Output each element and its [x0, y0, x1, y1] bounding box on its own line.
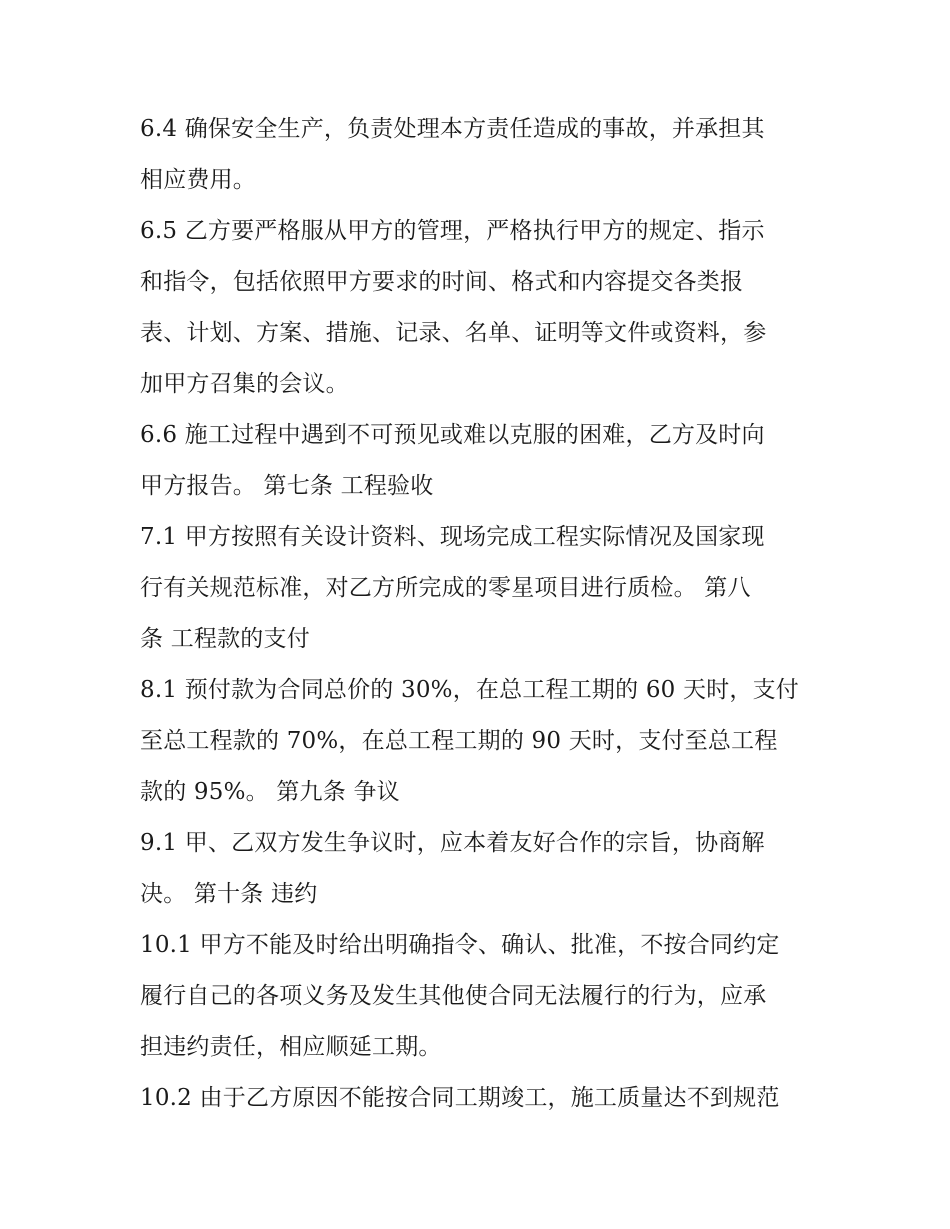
text-line: 表、计划、方案、措施、记录、名单、证明等文件或资料，参 — [140, 320, 767, 346]
text-line: 相应费用。 — [140, 167, 256, 193]
clause-6-5 — [140, 206, 820, 410]
text-line: 行有关规范标准，对乙方所完成的零星项目进行质检。 第八 — [140, 575, 751, 601]
clause-6-6 — [140, 410, 820, 512]
text-line: 甲方报告。 第七条 工程验收 — [140, 473, 434, 499]
clause-10-2 — [140, 1073, 820, 1124]
clause-10-1 — [140, 920, 820, 1073]
text-line: 加甲方召集的会议。 — [140, 371, 349, 397]
document-body — [140, 104, 820, 1124]
text-line: 6.6 施工过程中遇到不可预见或难以克服的困难，乙方及时向 — [140, 422, 765, 448]
text-line: 决。 第十条 违约 — [140, 881, 318, 907]
text-line: 9.1 甲、乙双方发生争议时，应本着友好合作的宗旨，协商解 — [140, 830, 765, 856]
text-line: 至总工程款的 70%，在总工程工期的 90 天时，支付至总工程 — [140, 728, 778, 754]
text-line: 款的 95%。 第九条 争议 — [140, 779, 400, 805]
text-line: 6.4 确保安全生产，负责处理本方责任造成的事故，并承担其 — [140, 116, 765, 142]
text-line: 6.5 乙方要严格服从甲方的管理，严格执行甲方的规定、指示 — [140, 218, 765, 244]
clause-8-1 — [140, 665, 820, 818]
clause-7-1 — [140, 512, 820, 665]
text-line: 履行自己的各项义务及发生其他使合同无法履行的行为，应承 — [140, 983, 767, 1009]
text-line: 7.1 甲方按照有关设计资料、现场完成工程实际情况及国家现 — [140, 524, 765, 550]
text-line: 和指令，包括依照甲方要求的时间、格式和内容提交各类报 — [140, 269, 744, 295]
clause-6-4 — [140, 104, 820, 206]
text-line: 条 工程款的支付 — [140, 626, 310, 652]
text-line: 10.1 甲方不能及时给出明确指令、确认、批准，不按合同约定 — [140, 932, 780, 958]
clause-9-1 — [140, 818, 820, 920]
text-line: 担违约责任，相应顺延工期。 — [140, 1034, 442, 1060]
text-line: 10.2 由于乙方原因不能按合同工期竣工，施工质量达不到规范 — [140, 1085, 780, 1111]
text-line: 8.1 预付款为合同总价的 30%，在总工程工期的 60 天时，支付 — [140, 677, 800, 703]
